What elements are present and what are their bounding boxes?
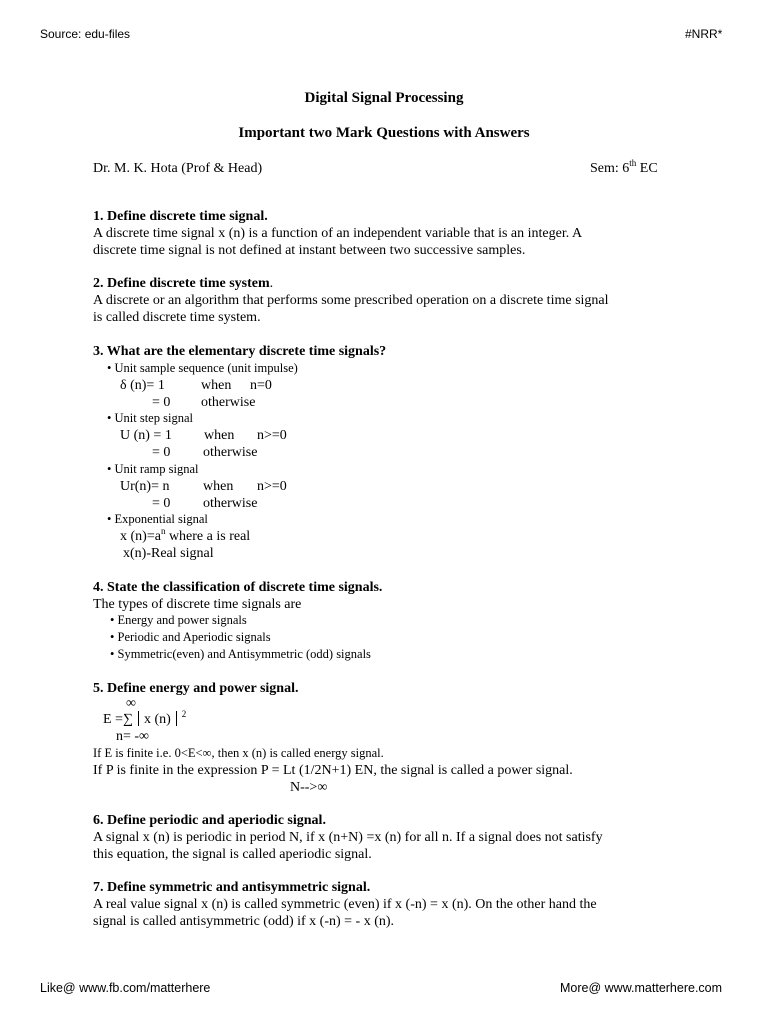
step-value-0: = 0 bbox=[152, 445, 171, 460]
answer-6-line-2: this equation, the signal is called aperiodic signal. bbox=[93, 847, 372, 862]
impulse-when: when bbox=[201, 378, 232, 393]
step-condition: n>=0 bbox=[257, 428, 287, 443]
question-1: 1. Define discrete time signal. bbox=[93, 209, 268, 224]
step-otherwise: otherwise bbox=[203, 445, 258, 460]
energy-formula bbox=[103, 711, 186, 728]
source-label: Source: edu-files bbox=[40, 27, 131, 41]
abs-bar-right bbox=[176, 711, 177, 726]
answer-1-line-2: discrete time signal is not defined at instant between two successive samples. bbox=[93, 243, 526, 258]
list-item: • Unit ramp signal bbox=[107, 462, 199, 476]
answer-2-line-1: A discrete or an algorithm that performs some prescribed operation on a discrete time signal bbox=[93, 293, 609, 308]
answer-2-line-2: is called discrete time system. bbox=[93, 310, 261, 325]
answer-4-intro: The types of discrete time signals are bbox=[93, 597, 302, 612]
semester-prefix: Sem: 6 bbox=[590, 161, 630, 176]
impulse-value-1: δ (n)= 1 bbox=[120, 378, 165, 393]
sum-upper-limit: ∞ bbox=[126, 696, 136, 711]
question-5: 5. Define energy and power signal. bbox=[93, 681, 299, 696]
exponential-power: n bbox=[160, 526, 166, 536]
answer-7-line-2: signal is called antisymmetric (odd) if x (-n) = - x (n). bbox=[93, 914, 395, 929]
document-title: Digital Signal Processing bbox=[304, 90, 464, 106]
impulse-condition: n=0 bbox=[250, 378, 272, 393]
list-item: • Energy and power signals bbox=[110, 613, 247, 627]
author-line: Dr. M. K. Hota (Prof & Head) bbox=[93, 161, 263, 176]
ramp-value-0: = 0 bbox=[152, 496, 171, 511]
answer-7-line-1: A real value signal x (n) is called symmetric (even) if x (-n) = x (n). On the other hand the bbox=[93, 897, 597, 912]
question-4: 4. State the classification of discrete time signals. bbox=[93, 580, 383, 595]
ramp-condition: n>=0 bbox=[257, 479, 287, 494]
exponential-real: x(n)-Real signal bbox=[123, 546, 214, 561]
answer-6-line-1: A signal x (n) is periodic in period N, if x (n+N) =x (n) for all n. If a signal does not satisfy bbox=[93, 830, 603, 845]
question-2-line: 2. Define discrete time system. bbox=[93, 276, 274, 291]
energy-term: x (n) bbox=[143, 712, 171, 727]
list-item: • Exponential signal bbox=[107, 512, 208, 526]
impulse-otherwise: otherwise bbox=[201, 395, 256, 410]
energy-square: 2 bbox=[181, 709, 187, 719]
semester-sup: th bbox=[629, 158, 637, 168]
ramp-value-n: Ur(n)= n bbox=[120, 479, 170, 494]
list-item: • Unit step signal bbox=[107, 411, 193, 425]
sum-lower-limit: n= -∞ bbox=[116, 729, 150, 744]
exponential-base: x (n)=a bbox=[120, 529, 161, 544]
question-7: 7. Define symmetric and antisymmetric signal. bbox=[93, 880, 371, 895]
impulse-value-0: = 0 bbox=[152, 395, 171, 410]
answer-5-line-2: If P is finite in the expression P = Lt (1/2N+1) EN, the signal is called a power signal. bbox=[93, 763, 573, 778]
exponential-formula bbox=[120, 528, 250, 545]
footer-website-link[interactable]: More@ www.matterhere.com bbox=[560, 981, 723, 995]
question-6: 6. Define periodic and aperiodic signal. bbox=[93, 813, 326, 828]
document-subtitle: Important two Mark Questions with Answers bbox=[238, 125, 530, 141]
answer-5-limit: N-->∞ bbox=[290, 780, 328, 795]
list-item: • Unit sample sequence (unit impulse) bbox=[107, 361, 298, 375]
ramp-otherwise: otherwise bbox=[203, 496, 258, 511]
energy-sum: E =∑ bbox=[103, 712, 133, 727]
list-item: • Periodic and Aperiodic signals bbox=[110, 630, 271, 644]
footer-facebook-link[interactable]: Like@ www.fb.com/matterhere bbox=[40, 981, 211, 995]
answer-1-line-1: A discrete time signal x (n) is a function of an independent variable that is an integer. A bbox=[93, 226, 583, 241]
semester-line bbox=[590, 160, 658, 177]
abs-bar-left bbox=[138, 711, 139, 726]
doc-tag: #NRR* bbox=[685, 27, 723, 41]
ramp-when: when bbox=[203, 479, 234, 494]
question-2: 2. Define discrete time system bbox=[93, 276, 270, 291]
semester-suffix: EC bbox=[636, 161, 658, 176]
exponential-note: where a is real bbox=[165, 529, 251, 544]
question-3: 3. What are the elementary discrete time signals? bbox=[93, 344, 387, 359]
step-when: when bbox=[204, 428, 235, 443]
list-item: • Symmetric(even) and Antisymmetric (odd) signals bbox=[110, 647, 371, 661]
answer-5-line-1: If E is finite i.e. 0<E<∞, then x (n) is called energy signal. bbox=[93, 746, 384, 760]
step-value-1: U (n) = 1 bbox=[120, 428, 172, 443]
